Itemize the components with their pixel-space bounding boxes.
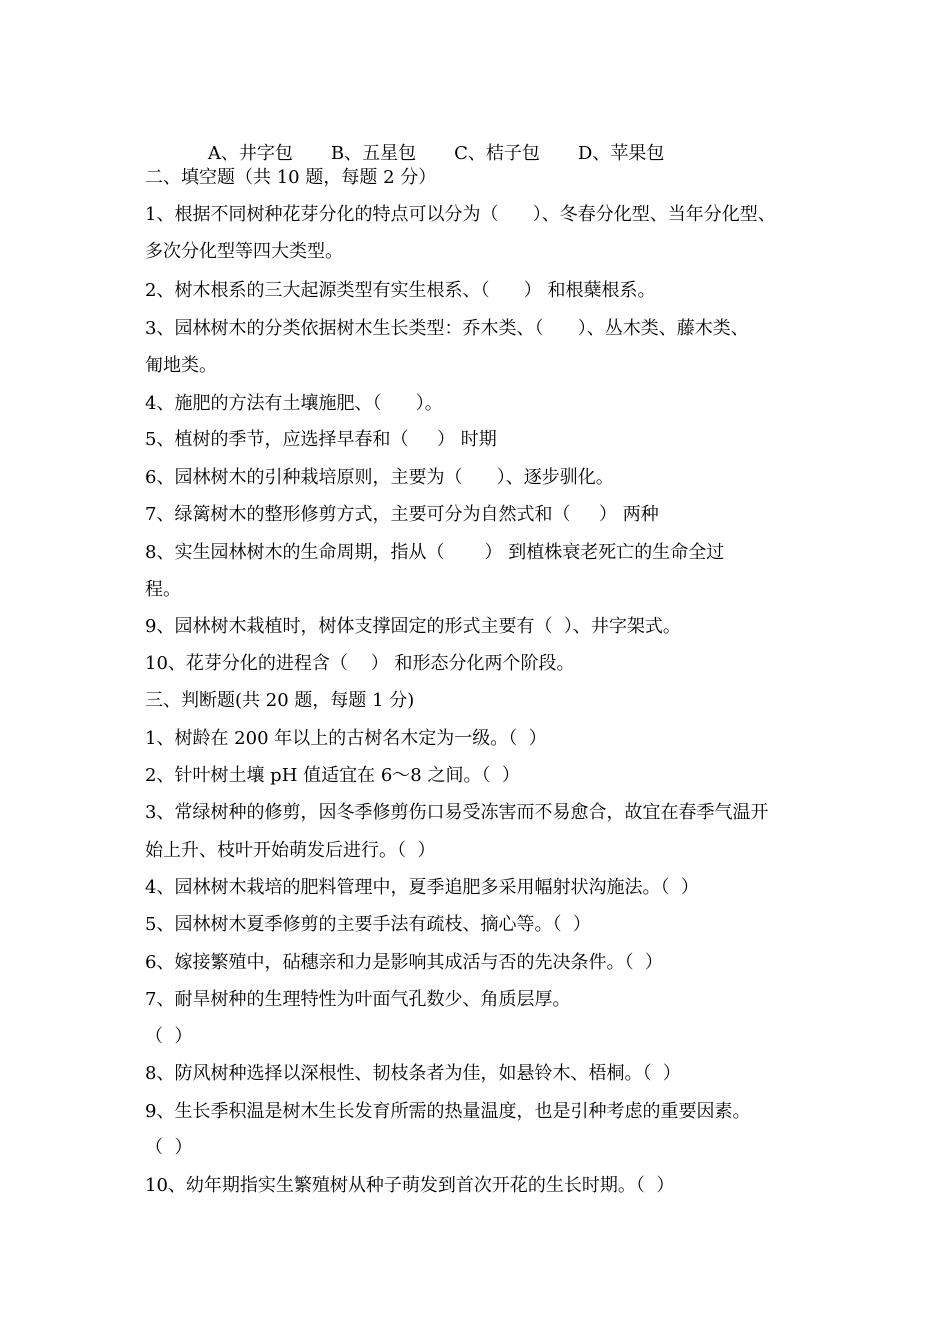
question-text: 7、耐旱树种的生理特性为叶面气孔数少、角质层厚。 (145, 989, 571, 1010)
section-heading-fill-in: 二、填空题（共 10 题，每题 2 分） (145, 167, 437, 188)
option-a: A、井字包 (207, 143, 293, 164)
question-text: 始上升、枝叶开始萌发后进行。（ ） (145, 840, 436, 861)
question-text: 10、幼年期指实生繁殖树从种子萌发到首次开花的生长时期。（ ） (145, 1175, 675, 1196)
option-b: B、五星包 (330, 143, 417, 164)
question-text: 6、园林树木的引种栽培原则，主要为（ ）、逐步驯化。 (145, 467, 614, 488)
question-text: 2、针叶树土壤 pH 值适宜在 6～8 之间。（ ） (145, 765, 520, 786)
question-text: 匍地类。 (145, 355, 217, 376)
option-d: D、苹果包 (577, 143, 665, 164)
option-c: C、桔子包 (454, 143, 540, 164)
question-text: 多次分化型等四大类型。 (145, 241, 343, 262)
question-text: （ ） (145, 1137, 193, 1158)
question-text: 6、嫁接繁殖中，砧穗亲和力是影响其成活与否的先决条件。（ ） (145, 952, 663, 973)
question-text: 9、生长季积温是树木生长发育所需的热量温度，也是引种考虑的重要因素。 (145, 1101, 751, 1122)
question-text: 3、园林树木的分类依据树木生长类型：乔木类、（ ）、丛木类、藤木类、 (145, 318, 749, 339)
question-text: 8、实生园林树木的生命周期，指从（ ） 到植株衰老死亡的生命全过 (145, 542, 725, 563)
question-text: （ ） (145, 1026, 193, 1047)
question-text: 10、花芽分化的进程含（ ） 和形态分化两个阶段。 (145, 653, 575, 674)
question-text: 4、园林树木栽培的肥料管理中，夏季追肥多采用幅射状沟施法。（ ） (145, 877, 699, 898)
question-text: 1、树龄在 200 年以上的古树名木定为一级。（ ） (145, 728, 547, 749)
question-text: 7、绿篱树木的整形修剪方式，主要可分为自然式和（ ） 两种 (145, 504, 659, 525)
question-text: 9、园林树木栽植时，树体支撑固定的形式主要有（ ）、井字架式。 (145, 616, 681, 637)
question-text: 1、根据不同树种花芽分化的特点可以分为（ ）、冬春分化型、当年分化型、 (145, 204, 776, 225)
question-text: 5、植树的季节，应选择早春和（ ） 时期 (145, 429, 497, 450)
question-text: 2、树木根系的三大起源类型有实生根系、（ ） 和根蘖根系。 (145, 280, 656, 301)
section-heading-true-false: 三、判断题(共 20 题，每题 1 分) (145, 690, 415, 711)
question-text: 程。 (145, 579, 181, 600)
question-text: 3、常绿树种的修剪，因冬季修剪伤口易受冻害而不易愈合，故宜在春季气温开 (145, 802, 769, 823)
question-text: 8、防风树种选择以深根性、韧枝条者为佳，如悬铃木、梧桐。（ ） (145, 1063, 681, 1084)
question-text: 4、施肥的方法有土壤施肥、（ ）。 (145, 393, 443, 414)
question-text: 5、园林树木夏季修剪的主要手法有疏枝、摘心等。（ ） (145, 914, 591, 935)
